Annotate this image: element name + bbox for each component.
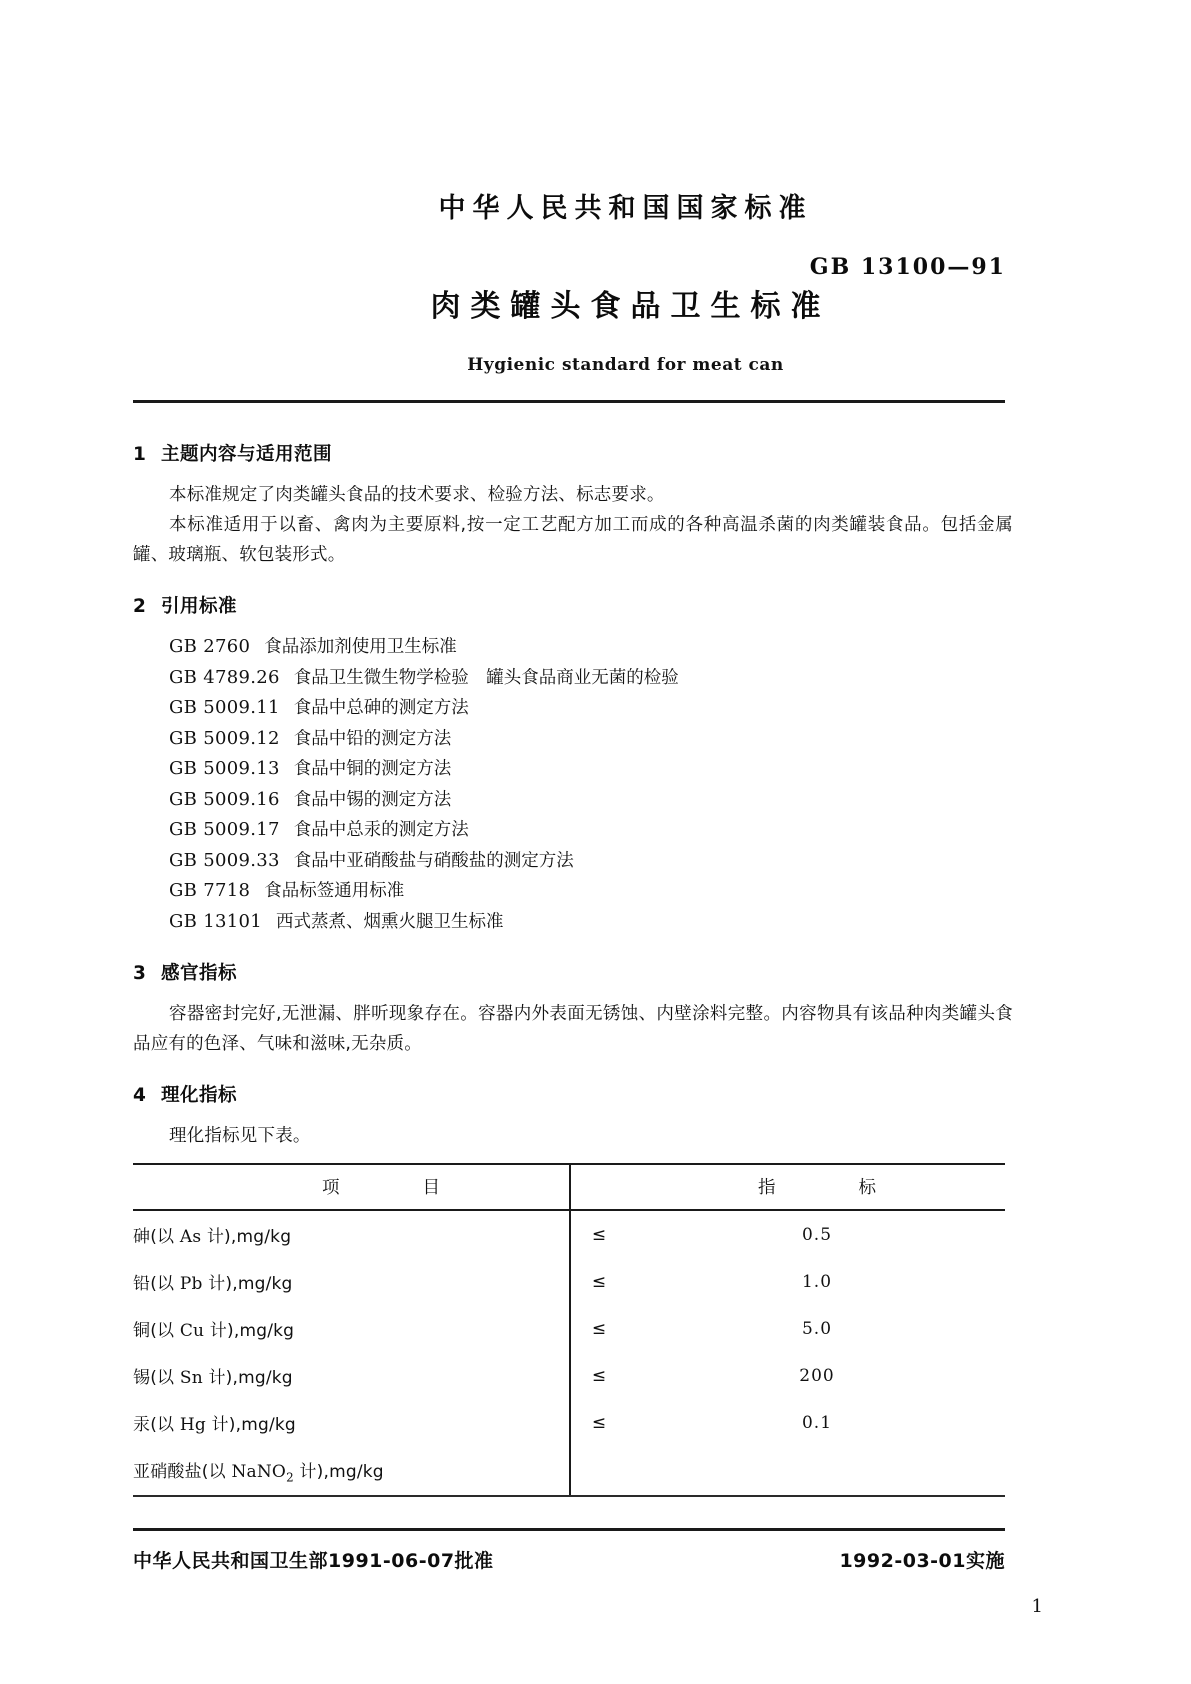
section-number-1: 1: [133, 444, 147, 465]
cell-operator: ≤: [591, 1318, 607, 1339]
reference-name: 食品中铜的测定方法: [293, 759, 452, 779]
section-title-4: 理化指标: [161, 1085, 238, 1106]
cell-value: [629, 1446, 1005, 1495]
reference-name: 食品卫生微生物学检验 罐头食品商业无菌的检验: [293, 667, 679, 688]
list-item: [133, 693, 1013, 724]
cell-operator: ≤: [591, 1412, 607, 1433]
document-footer: [133, 1546, 1005, 1573]
reference-code: GB 4789.26: [169, 666, 280, 688]
footer-divider: [133, 1528, 1005, 1531]
list-item: [133, 663, 1013, 694]
document-title-en: Hygienic standard for meat can: [467, 355, 784, 375]
physicochemical-index-table-wrap: [133, 1163, 1005, 1497]
cell-operator: ≤: [591, 1224, 607, 1245]
referenced-standards-list: [133, 632, 1013, 937]
reference-code: GB 5009.11: [169, 697, 280, 718]
standard-number: GB 13100—91: [809, 254, 1006, 280]
cell-value: 5.0: [801, 1318, 833, 1339]
cell-item: 砷(以 As 计),mg/kg: [133, 1227, 292, 1247]
list-item: [133, 815, 1013, 846]
reference-code: GB 13101: [169, 910, 262, 932]
document-title-cn: 肉类罐头食品卫生标准: [430, 289, 831, 324]
column-header-item: 项 目: [133, 1164, 629, 1210]
section-number-3: 3: [133, 963, 147, 984]
reference-code: GB 5009.12: [169, 727, 280, 749]
section-number-4: 4: [133, 1085, 147, 1106]
section-1-paragraph-1: 本标准规定了肉类罐头食品的技术要求、检验方法、标志要求。: [169, 485, 665, 505]
page-number: 1: [1031, 1596, 1043, 1617]
section-title-3: 感官指标: [161, 963, 238, 984]
reference-name: 西式蒸煮、烟熏火腿卫生标准: [276, 911, 504, 932]
reference-code: GB 5009.17: [169, 819, 280, 840]
cell-value: 200: [799, 1365, 835, 1386]
table-column-divider: [569, 1163, 571, 1495]
document-body: [133, 440, 1013, 1497]
reference-code: GB 5009.33: [169, 849, 280, 871]
section-heading-4: [133, 1081, 1013, 1107]
reference-name: 食品中亚硝酸盐与硝酸盐的测定方法: [293, 850, 574, 871]
cell-item: 铅(以 Pb 计),mg/kg: [133, 1274, 293, 1294]
cell-item: 铜(以 Cu 计),mg/kg: [133, 1321, 295, 1341]
section-heading-2: [133, 592, 1013, 618]
cell-value: 0.1: [801, 1412, 833, 1433]
reference-name: 食品中总砷的测定方法: [293, 698, 469, 718]
section-title-1: 主题内容与适用范围: [161, 444, 333, 465]
list-item: [133, 785, 1013, 816]
section-heading-3: [133, 959, 1013, 985]
cell-item: 锡(以 Sn 计),mg/kg: [133, 1368, 293, 1388]
cell-item: 亚硝酸盐(以 NaNO$_2$ 计),mg/kg: [133, 1462, 384, 1485]
list-item: [133, 754, 1013, 785]
reference-name: 食品中锡的测定方法: [293, 789, 452, 810]
section-1-paragraph-2: 本标准适用于以畜、禽肉为主要原料,按一定工艺配方加工而成的各种高温杀菌的肉类罐装食品。包括金属罐、玻璃瓶、软包装形式。: [133, 515, 1013, 565]
cell-value: 1.0: [801, 1271, 833, 1292]
column-header-value: 指 标: [629, 1164, 1005, 1210]
reference-code: GB 5009.13: [169, 758, 280, 779]
reference-name: 食品中总汞的测定方法: [293, 820, 469, 840]
list-item: [133, 846, 1013, 877]
cell-operator: ≤: [591, 1365, 607, 1386]
section-3-paragraph-1: 容器密封完好,无泄漏、胖听现象存在。容器内外表面无锈蚀、内壁涂料完整。内容物具有该品种肉类罐头食品应有的色泽、气味和滋味,无杂质。: [133, 1004, 1013, 1054]
implementation-date: 1992-03-01实施: [839, 1550, 1005, 1572]
reference-code: GB 2760: [169, 636, 251, 657]
list-item: [133, 724, 1013, 755]
reference-code: GB 7718: [169, 880, 251, 901]
list-item: [133, 907, 1013, 938]
section-title-2: 引用标准: [161, 596, 238, 617]
reference-name: 食品中铅的测定方法: [293, 728, 452, 749]
list-item: [133, 632, 1013, 663]
cell-value: 0.5: [801, 1224, 833, 1245]
table-bottom-border: [133, 1495, 1005, 1497]
national-standard-label: 中华人民共和国国家标准: [438, 193, 813, 224]
document-header: [0, 186, 1191, 375]
reference-code: GB 5009.16: [169, 788, 280, 810]
header-divider: [133, 400, 1005, 403]
section-number-2: 2: [133, 596, 147, 617]
cell-operator: ≤: [591, 1271, 607, 1292]
cell-item: 汞(以 Hg 计),mg/kg: [133, 1415, 296, 1435]
approval-statement: 中华人民共和国卫生部1991-06-07批准: [133, 1550, 494, 1572]
reference-name: 食品标签通用标准: [264, 881, 405, 901]
list-item: [133, 876, 1013, 907]
cell-operator: [569, 1446, 629, 1495]
section-4-paragraph-1: 理化指标见下表。: [169, 1126, 311, 1146]
reference-name: 食品添加剂使用卫生标准: [264, 637, 457, 657]
section-heading-1: [133, 440, 1013, 466]
